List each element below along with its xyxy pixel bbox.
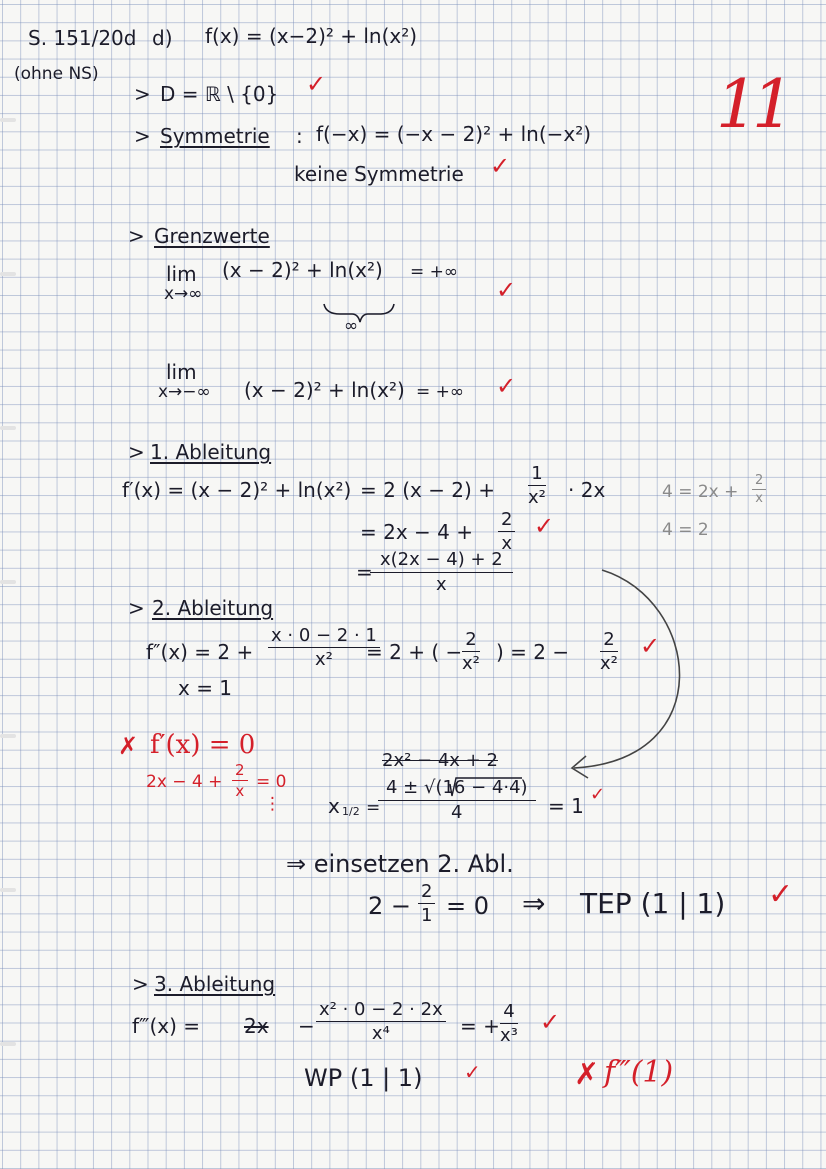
check-icon: ✓ xyxy=(534,512,555,540)
bullet-marker: > xyxy=(128,440,145,464)
second-derivative-mid: = 2 + ( − xyxy=(366,640,463,664)
third-derivative-struck: 2x xyxy=(244,1014,269,1038)
quadratic-result: = 1 xyxy=(548,794,584,818)
symmetry-heading: Symmetrie xyxy=(160,124,270,148)
teacher-note-condition: f′(x) = 0 xyxy=(150,730,256,760)
conclusion-tail: = 0 xyxy=(446,892,490,920)
bullet-marker: > xyxy=(128,596,145,620)
underbrace-stroke xyxy=(324,304,394,322)
limit-2-result: = +∞ xyxy=(416,382,465,402)
conclusion-arrow: ⇒ xyxy=(522,887,546,920)
fraction: $\frac{1}{\text{x²}}$ xyxy=(528,463,546,508)
conclusion-insert: ⇒ einsetzen 2. Abl. xyxy=(286,850,514,878)
third-derivative-minus: − xyxy=(298,1014,315,1038)
first-derivative-factor: · 2x xyxy=(568,478,606,502)
limit-1-sub: x→∞ xyxy=(164,284,203,304)
check-icon: ✓ xyxy=(306,70,327,98)
fraction: $\frac{2}{\text{x²}}$ xyxy=(600,629,618,674)
bullet-marker: > xyxy=(132,972,149,996)
teacher-note-third-derivative: f‴(1) xyxy=(604,1055,674,1090)
check-icon: ✓ xyxy=(768,877,794,912)
teacher-note-equation-tail: = 0 xyxy=(256,772,287,792)
fraction: $\frac{2}{\text{x²}}$ xyxy=(462,629,480,674)
quadratic-equals: = xyxy=(366,798,381,818)
bullet-marker: > xyxy=(134,82,151,106)
exercise-part: d) xyxy=(152,26,173,50)
limit-2-expression: (x − 2)² + ln(x²) xyxy=(244,378,405,402)
colon: : xyxy=(296,124,303,148)
quadratic-variable: x xyxy=(328,794,340,818)
first-derivative-step1: = 2 (x − 2) + xyxy=(360,478,495,502)
teacher-note-dots: ⋮ xyxy=(264,794,281,814)
bullet-marker: > xyxy=(128,224,145,248)
fraction: $\frac{x(2x - 4) + 2}{x}$ xyxy=(370,550,513,595)
inflection-point: WP (1 | 1) xyxy=(304,1064,423,1092)
exercise-number: S. 151/20d xyxy=(28,26,137,50)
side-note-2: 4 = 2 xyxy=(662,520,709,540)
score-mark: 11 xyxy=(716,66,788,143)
limit-1-brace-value: ∞ xyxy=(344,316,359,336)
second-derivative-solution: x = 1 xyxy=(178,676,233,700)
limit-1-expression: (x − 2)² + ln(x²) xyxy=(222,258,383,282)
fraction: $\frac{2}{x}$ xyxy=(752,474,766,507)
check-icon: ✓ xyxy=(496,372,517,400)
symmetry-expression: f(−x) = (−x − 2)² + ln(−x²) xyxy=(316,122,592,146)
third-derivative-heading: 3. Ableitung xyxy=(154,972,276,996)
second-derivative-mid-close: ) = 2 − xyxy=(496,640,570,664)
second-derivative-lead: f″(x) = 2 + xyxy=(146,640,254,664)
check-icon: ✓ xyxy=(490,152,511,180)
limit-2-lim: lim xyxy=(166,360,197,384)
limit-1-lim: lim xyxy=(166,262,197,286)
symmetry-result: keine Symmetrie xyxy=(294,162,464,186)
third-derivative-lead: f‴(x) = xyxy=(132,1014,200,1038)
cross-mark-icon: ✗ xyxy=(574,1057,600,1092)
quadratic-subscript: 1/2 xyxy=(342,805,360,818)
check-icon: ✓ xyxy=(590,784,606,805)
first-derivative-step2: = 2x − 4 + xyxy=(360,520,473,544)
note-no-zeros: (ohne NS) xyxy=(14,64,99,84)
third-derivative-eq: = + xyxy=(460,1014,500,1038)
fraction: $\frac{4}{\text{x³}}$ xyxy=(500,1001,518,1046)
sqrt-overline xyxy=(450,778,522,796)
bullet-marker: > xyxy=(134,124,151,148)
fraction: $\frac{\text{x² · 0 − 2 · 2x}}{\text{x⁴}}$ xyxy=(316,1000,446,1044)
fraction: $\frac{x \cdot 0 - 2 \cdot 1}{\text{x²}}$ xyxy=(268,626,380,670)
first-derivative-heading: 1. Ableitung xyxy=(150,440,272,464)
check-icon: ✓ xyxy=(464,1060,481,1084)
equals-sign: = xyxy=(356,560,373,584)
side-note-1: 4 = 2x + xyxy=(662,482,739,502)
fraction: $\frac{2}{x}$ xyxy=(498,510,515,554)
first-derivative-function: f′(x) = (x − 2)² + ln(x²) xyxy=(122,478,352,502)
second-derivative-heading: 2. Ableitung xyxy=(152,596,274,620)
limit-2-sub: x→−∞ xyxy=(158,382,211,402)
function-definition: f(x) = (x−2)² + ln(x²) xyxy=(205,24,418,48)
domain-definition: D = ℝ \ {0} xyxy=(160,82,279,106)
struck-quadratic: 2x² − 4x + 2 xyxy=(382,750,498,771)
cross-mark-icon: ✗ xyxy=(118,732,139,760)
check-icon: ✓ xyxy=(496,276,517,304)
limits-heading: Grenzwerte xyxy=(154,224,270,248)
fraction: $\frac{2}{x}$ xyxy=(232,762,248,799)
arrow-curve xyxy=(574,570,680,768)
conclusion-lead: 2 − xyxy=(368,892,412,920)
limit-1-result: = +∞ xyxy=(410,262,459,282)
fraction: $\frac{4 \pm √(16 - 4\cdot 4)}{4}$ xyxy=(378,778,536,823)
check-icon: ✓ xyxy=(640,632,661,660)
check-icon: ✓ xyxy=(540,1008,561,1036)
turning-point: TEP (1 | 1) xyxy=(580,887,726,920)
fraction: $\frac{2}{1}$ xyxy=(418,882,435,926)
teacher-note-equation: 2x − 4 + xyxy=(146,772,223,792)
